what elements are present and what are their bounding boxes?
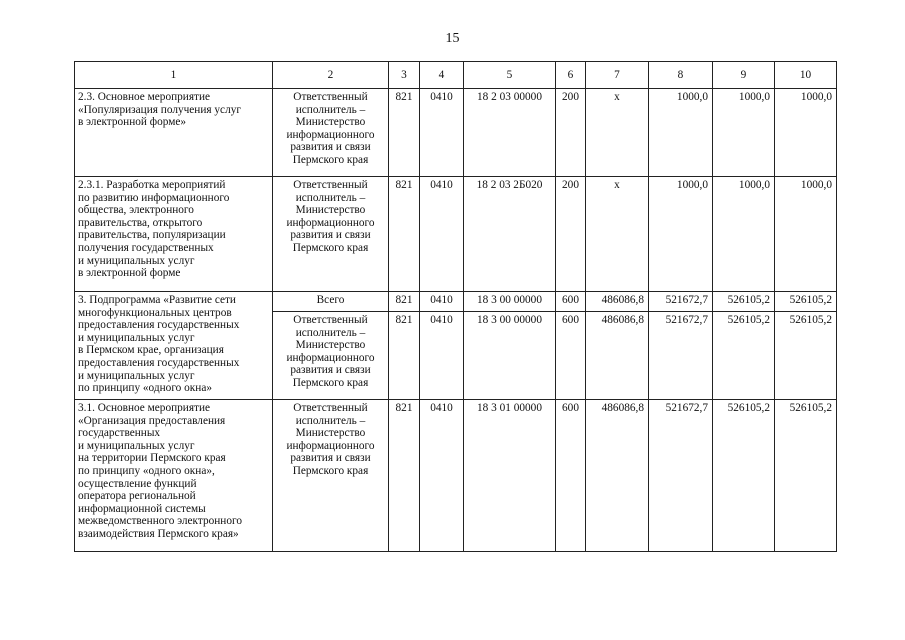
code-cell: 821 xyxy=(389,292,420,312)
amount-cell: 526105,2 xyxy=(713,400,775,552)
amount-cell: 486086,8 xyxy=(586,312,649,400)
amount-cell: 526105,2 xyxy=(775,292,837,312)
code-cell: 821 xyxy=(389,89,420,177)
code-cell: 18 2 03 2Б020 xyxy=(464,177,556,292)
code-cell: 18 3 00 00000 xyxy=(464,312,556,400)
amount-cell: 486086,8 xyxy=(586,400,649,552)
code-cell: 200 xyxy=(556,89,586,177)
activity-name-cell: 3.1. Основное мероприятие «Организация предоставления государственных и муниципальных услуг на территории Пермского края по принципу «одного окна», осуществление функций оператора региональной информационной системы межведомственного электронного взаимодействия Пермского края» xyxy=(75,400,273,552)
amount-cell: 1000,0 xyxy=(649,89,713,177)
code-cell: 600 xyxy=(556,292,586,312)
header-cell: 7 xyxy=(586,62,649,89)
code-cell: 18 3 00 00000 xyxy=(464,292,556,312)
amount-cell: 1000,0 xyxy=(775,177,837,292)
header-cell: 8 xyxy=(649,62,713,89)
code-cell: 200 xyxy=(556,177,586,292)
amount-cell: 1000,0 xyxy=(775,89,837,177)
executor-cell: Ответственный исполнитель – Министерство информационного развития и связи Пермского края xyxy=(273,89,389,177)
table-row xyxy=(75,89,837,177)
amount-cell: 521672,7 xyxy=(649,400,713,552)
executor-cell: Ответственный исполнитель – Министерство информационного развития и связи Пермского края xyxy=(273,312,389,400)
budget-table xyxy=(74,61,837,552)
code-cell: 821 xyxy=(389,177,420,292)
amount-cell: 1000,0 xyxy=(649,177,713,292)
amount-cell: 526105,2 xyxy=(775,400,837,552)
table-row xyxy=(75,177,837,292)
code-cell: 0410 xyxy=(420,312,464,400)
header-cell: 9 xyxy=(713,62,775,89)
code-cell: 18 3 01 00000 xyxy=(464,400,556,552)
amount-cell: 521672,7 xyxy=(649,312,713,400)
code-cell: 18 2 03 00000 xyxy=(464,89,556,177)
code-cell: 821 xyxy=(389,400,420,552)
table-header-row xyxy=(75,62,837,89)
amount-cell: 526105,2 xyxy=(713,312,775,400)
amount-cell: 526105,2 xyxy=(713,292,775,312)
header-cell: 2 xyxy=(273,62,389,89)
executor-cell: Ответственный исполнитель – Министерство информационного развития и связи Пермского края xyxy=(273,177,389,292)
amount-cell: 1000,0 xyxy=(713,177,775,292)
amount-cell: 1000,0 xyxy=(713,89,775,177)
executor-cell: Всего xyxy=(273,292,389,312)
code-cell: 0410 xyxy=(420,177,464,292)
code-cell: 600 xyxy=(556,312,586,400)
code-cell: 0410 xyxy=(420,89,464,177)
header-cell: 1 xyxy=(75,62,273,89)
activity-name-cell: 2.3.1. Разработка мероприятий по развитию информационного общества, электронного правительства, открытого правительства, популяризации получения государственных и муниципальных услуг в электронной форме xyxy=(75,177,273,292)
page-number: 15 xyxy=(445,31,460,46)
amount-cell: х xyxy=(586,177,649,292)
header-cell: 6 xyxy=(556,62,586,89)
code-cell: 0410 xyxy=(420,400,464,552)
amount-cell: 521672,7 xyxy=(649,292,713,312)
header-cell: 4 xyxy=(420,62,464,89)
code-cell: 821 xyxy=(389,312,420,400)
amount-cell: 526105,2 xyxy=(775,312,837,400)
executor-cell: Ответственный исполнитель – Министерство информационного развития и связи Пермского края xyxy=(273,400,389,552)
code-cell: 0410 xyxy=(420,292,464,312)
amount-cell: 486086,8 xyxy=(586,292,649,312)
code-cell: 600 xyxy=(556,400,586,552)
activity-name-cell: 2.3. Основное мероприятие «Популяризация получения услуг в электронной форме» xyxy=(75,89,273,177)
activity-name-cell: 3. Подпрограмма «Развитие сети многофункциональных центров предоставления государственных и муниципальных услуг в Пермском крае, организация предоставления государственных и муниципальных услуг по принципу «одного окна» xyxy=(75,292,273,400)
table-row xyxy=(75,400,837,552)
header-cell: 10 xyxy=(775,62,837,89)
table-row xyxy=(75,292,837,312)
header-cell: 3 xyxy=(389,62,420,89)
header-cell: 5 xyxy=(464,62,556,89)
amount-cell: х xyxy=(586,89,649,177)
